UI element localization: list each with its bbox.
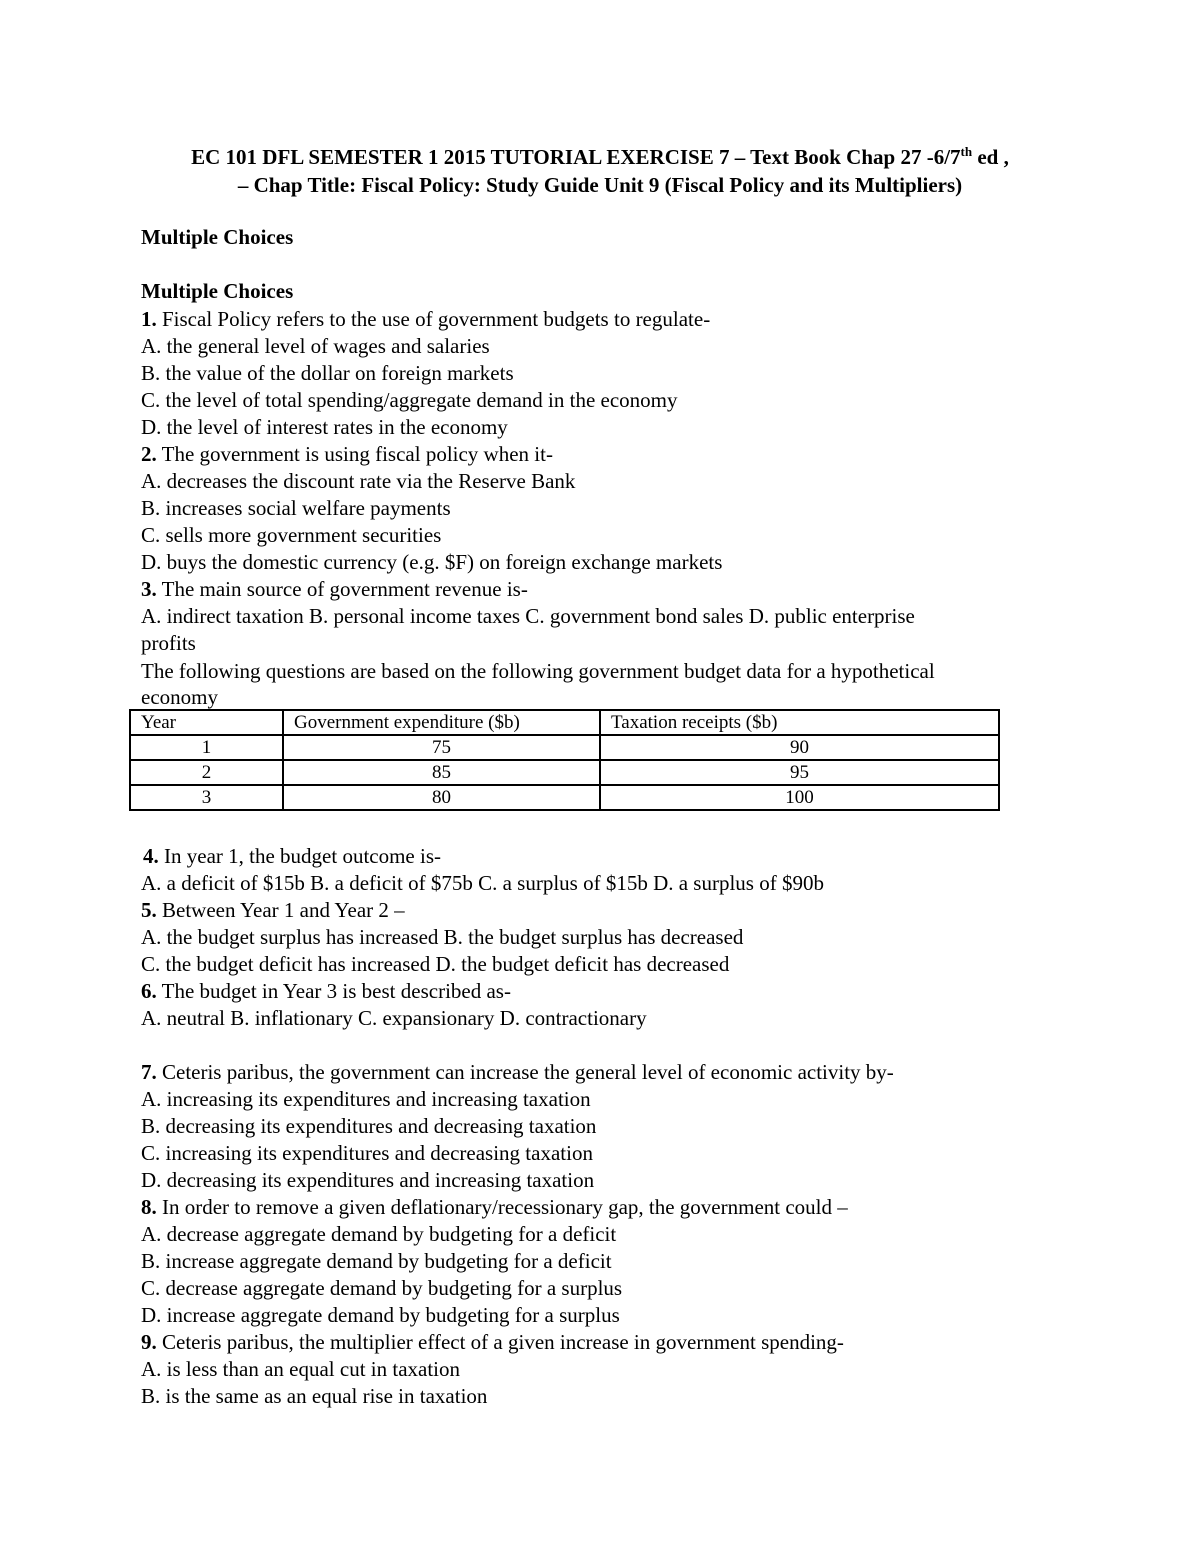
question-number: 9. [141,1330,157,1354]
q3-options-line-1: A. indirect taxation B. personal income taxes C. government bond sales D. public enterprise [141,604,915,628]
q9-option-a: A. is less than an equal cut in taxation [141,1357,461,1381]
table-cell: 100 [600,785,999,810]
question-text: The main source of government revenue is- [156,577,528,601]
question-5 [141,897,405,924]
table-intro-line-1: The following questions are based on the following government budget data for a hypothetical [141,659,935,683]
table-header-cell: Government expenditure ($b) [283,710,600,735]
q8-option-d: D. increase aggregate demand by budgeting for a surplus [141,1303,620,1327]
title-main-text: EC 101 DFL SEMESTER 1 2015 TUTORIAL EXERCISE 7 – Text Book Chap 27 -6/7 [191,145,961,169]
question-text: In order to remove a given deflationary/recessionary gap, the government could – [156,1195,848,1219]
question-8 [141,1194,848,1221]
q7-option-b: B. decreasing its expenditures and decreasing taxation [141,1114,597,1138]
question-6 [141,978,511,1005]
table-header-cell: Year [130,710,283,735]
table-row [130,735,999,760]
q5-options-line-1: A. the budget surplus has increased B. the budget surplus has decreased [141,925,744,949]
q6-options: A. neutral B. inflationary C. expansionary D. contractionary [141,1006,647,1030]
question-9 [141,1329,844,1356]
question-7 [141,1059,894,1086]
table-cell: 80 [283,785,600,810]
question-number: 6. [141,979,157,1003]
table-cell: 75 [283,735,600,760]
table-header-cell: Taxation receipts ($b) [600,710,999,735]
q2-option-d: D. buys the domestic currency (e.g. $F) on foreign exchange markets [141,550,723,574]
question-text: The budget in Year 3 is best described as- [156,979,511,1003]
question-number: 2. [141,442,157,466]
question-number: 8. [141,1195,157,1219]
question-1 [141,306,710,333]
question-4 [143,843,441,870]
q8-option-c: C. decrease aggregate demand by budgeting for a surplus [141,1276,623,1300]
q7-option-a: A. increasing its expenditures and increasing taxation [141,1087,591,1111]
question-text: Between Year 1 and Year 2 – [156,898,405,922]
q5-options-line-2: C. the budget deficit has increased D. the budget deficit has decreased [141,952,730,976]
question-2 [141,441,553,468]
question-3 [141,576,528,603]
question-number: 5. [141,898,157,922]
q7-option-c: C. increasing its expenditures and decreasing taxation [141,1141,593,1165]
q3-options-line-2: profits [141,631,196,655]
table-row [130,760,999,785]
question-number: 3. [141,577,157,601]
question-text: Ceteris paribus, the government can increase the general level of economic activity by- [156,1060,894,1084]
q4-options: A. a deficit of $15b B. a deficit of $75b C. a surplus of $15b D. a surplus of $90b [141,871,824,895]
table-cell: 2 [130,760,283,785]
table-cell: 1 [130,735,283,760]
document-title-line-2: – Chap Title: Fiscal Policy: Study Guide Unit 9 (Fiscal Policy and its Multipliers) [237,173,963,197]
table-row [130,785,999,810]
q2-option-c: C. sells more government securities [141,523,442,547]
q1-option-a: A. the general level of wages and salaries [141,334,490,358]
q8-option-a: A. decrease aggregate demand by budgeting for a deficit [141,1222,617,1246]
question-number: 1. [141,307,157,331]
question-text: Ceteris paribus, the multiplier effect of a given increase in government spending- [156,1330,844,1354]
question-text: Fiscal Policy refers to the use of government budgets to regulate- [156,307,711,331]
table-cell: 3 [130,785,283,810]
question-number: 7. [141,1060,157,1084]
question-number: 4. [143,844,159,868]
q1-option-d: D. the level of interest rates in the economy [141,415,508,439]
section-heading-2: Multiple Choices [141,279,294,303]
question-text: In year 1, the budget outcome is- [158,844,441,868]
q2-option-b: B. increases social welfare payments [141,496,451,520]
title-superscript: th [960,144,973,159]
table-intro-line-2: economy [141,685,218,709]
table-cell: 95 [600,760,999,785]
document-title-line-1 [100,143,1100,171]
budget-table [129,709,1000,811]
section-heading-1: Multiple Choices [141,225,294,249]
title-tail-text: ed , [972,145,1009,169]
table-cell: 85 [283,760,600,785]
table-header-row [130,710,999,735]
q8-option-b: B. increase aggregate demand by budgeting for a deficit [141,1249,612,1273]
q1-option-b: B. the value of the dollar on foreign markets [141,361,514,385]
q7-option-d: D. decreasing its expenditures and increasing taxation [141,1168,595,1192]
question-text: The government is using fiscal policy when it- [156,442,553,466]
q2-option-a: A. decreases the discount rate via the Reserve Bank [141,469,576,493]
q1-option-c: C. the level of total spending/aggregate demand in the economy [141,388,678,412]
table-cell: 90 [600,735,999,760]
q9-option-b: B. is the same as an equal rise in taxation [141,1384,488,1408]
